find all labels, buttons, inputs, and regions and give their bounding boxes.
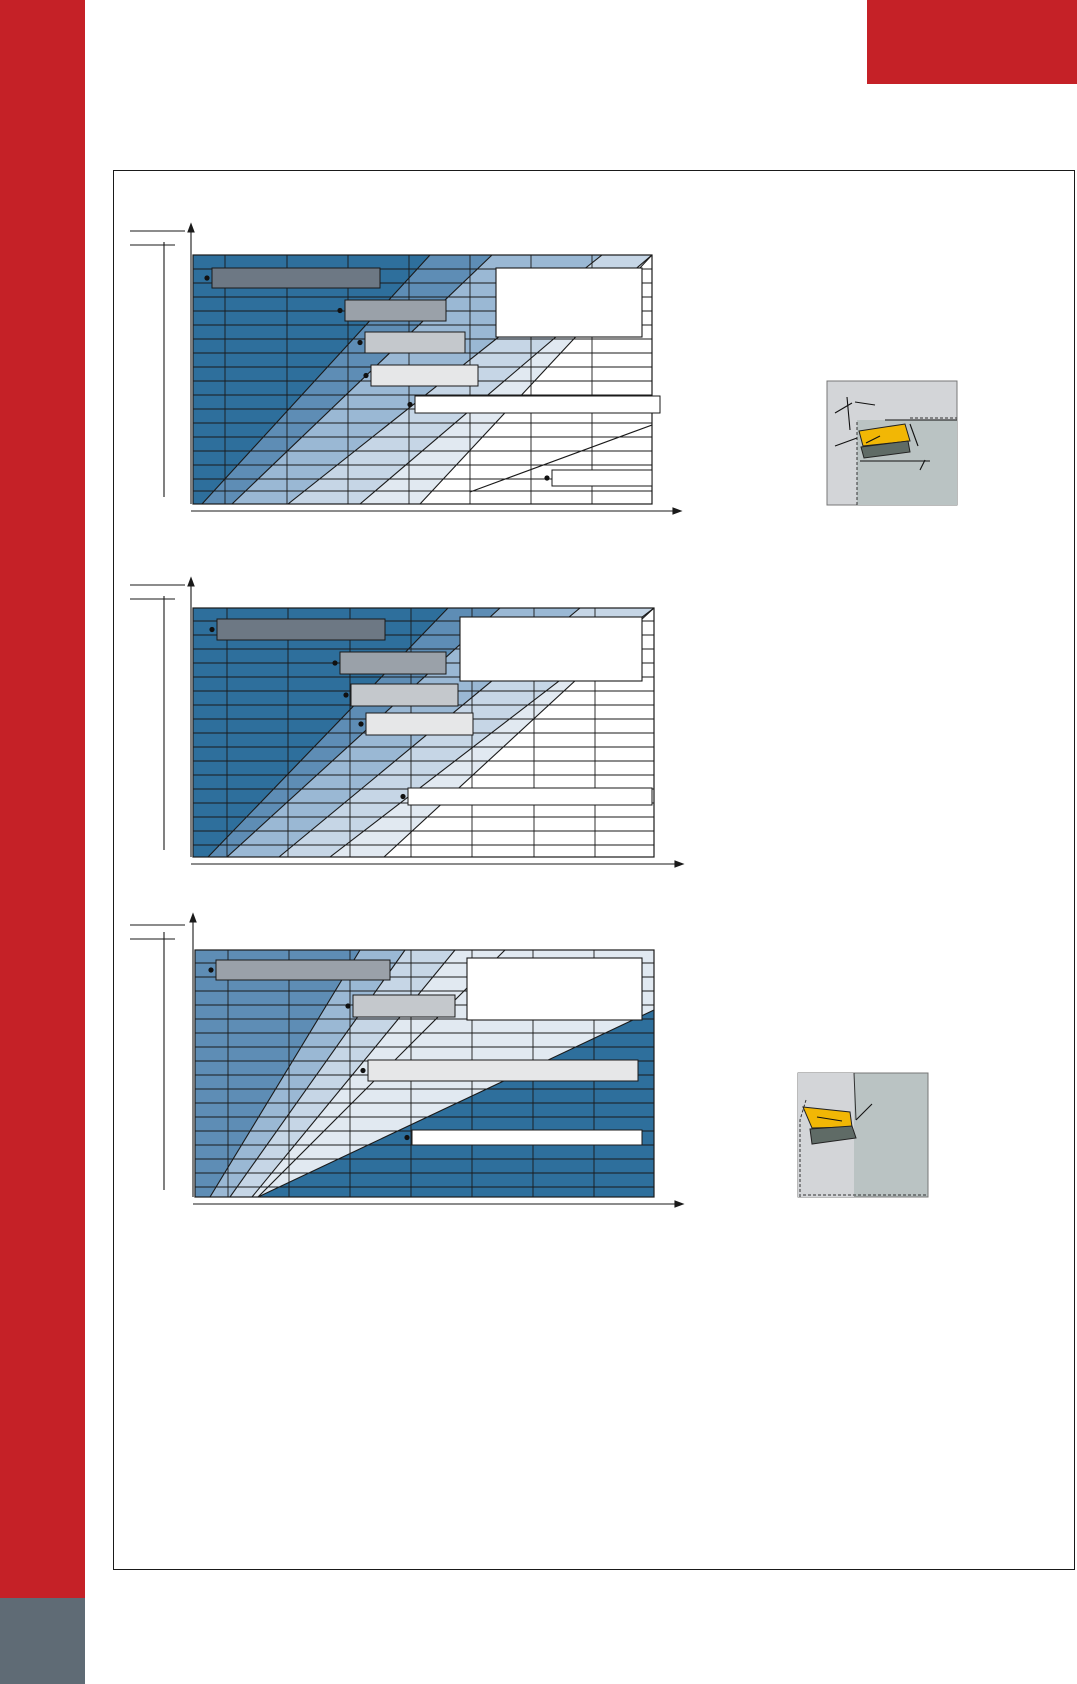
diagram-1-x-arrow xyxy=(673,508,681,514)
diagram-3-label-box xyxy=(412,1130,642,1145)
diagram-2-legend-box xyxy=(460,617,642,681)
diagram-3-label-box xyxy=(353,995,455,1017)
diagram-3-label-dot xyxy=(208,967,213,972)
diagram-3-label-dot xyxy=(404,1135,409,1140)
diagram-1-label-dot xyxy=(363,373,368,378)
diagram-1-label-box xyxy=(415,396,660,413)
diagram-1-y-arrow xyxy=(188,224,194,232)
diagram-1-label-dot xyxy=(204,275,209,280)
diagram-2-label-box xyxy=(351,684,458,706)
diagram-1-label-box xyxy=(365,332,465,353)
diagram-3-x-arrow xyxy=(675,1201,683,1207)
diagram-2-x-arrow xyxy=(675,861,683,867)
diagram-1-label-box xyxy=(552,470,652,486)
diagram-1-label-box xyxy=(371,365,478,386)
diagram-2-label-dot xyxy=(332,660,337,665)
diagram-2-label-box xyxy=(366,713,473,735)
diagram-1-label-box xyxy=(212,268,380,288)
diagram-2-label-dot xyxy=(209,627,214,632)
diagram-1 xyxy=(130,224,681,514)
diagram-2-y-arrow xyxy=(188,578,194,586)
diagram-2-label-box xyxy=(340,652,446,674)
diagram-1-label-dot xyxy=(357,340,362,345)
diagram-2-label-dot xyxy=(343,692,348,697)
diagram-2 xyxy=(130,578,683,867)
diagram-2-label-dot xyxy=(400,794,405,799)
diagram-3 xyxy=(130,914,683,1207)
diagram-1-label-dot xyxy=(407,402,412,407)
diagram-3-label-box xyxy=(216,960,390,980)
diagram-3-label-dot xyxy=(345,1003,350,1008)
diagram-3-label-box xyxy=(368,1060,638,1081)
illustration-2 xyxy=(798,1073,928,1197)
diagram-1-label-dot xyxy=(337,308,342,313)
diagram-1-label-box xyxy=(345,300,446,321)
diagram-3-legend-box xyxy=(467,958,642,1020)
diagram-1-label-dot xyxy=(544,475,549,480)
diagram-1-legend-box xyxy=(496,268,642,337)
diagram-3-label-dot xyxy=(360,1068,365,1073)
illustration-1 xyxy=(827,381,957,505)
diagram-3-y-arrow xyxy=(190,914,196,922)
diagram-2-label-box xyxy=(217,619,385,640)
diagram-2-label-box xyxy=(408,788,652,805)
diagram-2-label-dot xyxy=(358,721,363,726)
